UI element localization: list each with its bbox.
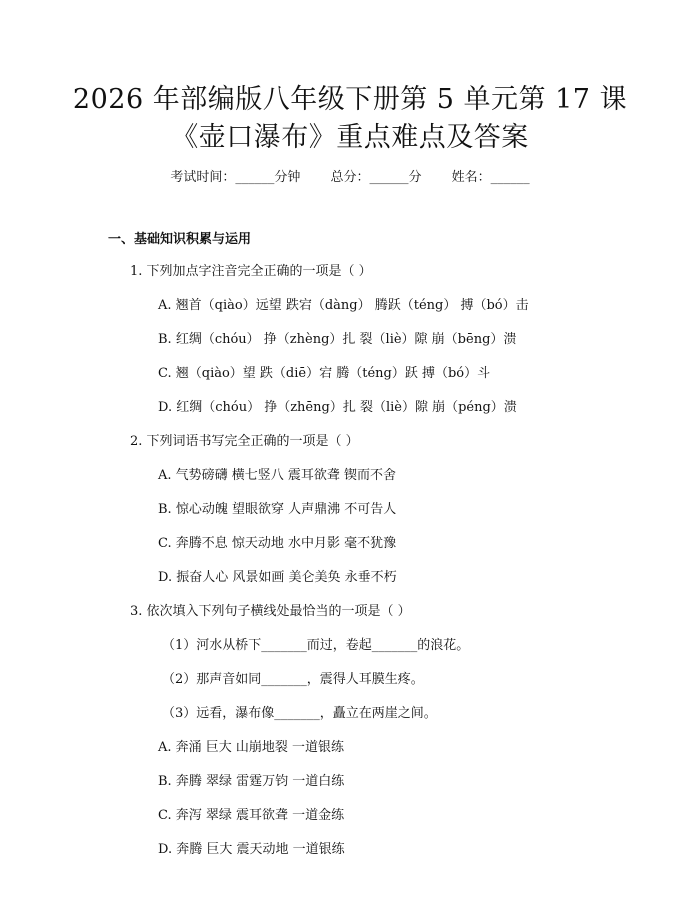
question-3-option-c: C. 奔泻 翠绿 震耳欲聋 一道金练 bbox=[158, 808, 345, 823]
exam-score-field: 总分：______分 bbox=[330, 170, 422, 185]
title-line-2: 《壶口瀑布》重点难点及答案 bbox=[171, 122, 529, 153]
question-3-sentence-2: （2）那声音如同_______，震得人耳膜生疼。 bbox=[162, 672, 424, 687]
question-2-stem: 2. 下列词语书写完全正确的一项是（ ） bbox=[130, 434, 359, 449]
question-3-option-a: A. 奔涌 巨大 山崩地裂 一道银练 bbox=[158, 740, 345, 755]
question-2-option-a: A. 气势磅礴 横七竖八 震耳欲聋 锲而不舍 bbox=[158, 468, 397, 483]
question-3-sentence-1: （1）河水从桥下_______而过，卷起_______的浪花。 bbox=[162, 638, 470, 653]
exam-name-field: 姓名：______ bbox=[451, 170, 530, 185]
question-3-sentence-3: （3）远看，瀑布像_______，矗立在两崖之间。 bbox=[162, 706, 437, 721]
exam-meta bbox=[0, 168, 700, 188]
question-3-stem: 3. 依次填入下列句子横线处最恰当的一项是（ ） bbox=[130, 604, 411, 619]
question-2-option-c: C. 奔腾不息 惊天动地 水中月影 毫不犹豫 bbox=[158, 536, 397, 551]
question-2-option-d: D. 振奋人心 风景如画 美仑美奂 永垂不朽 bbox=[158, 570, 397, 585]
title-line-1: 2026 年部编版八年级下册第 5 单元第 17 课 bbox=[72, 84, 628, 115]
question-1-option-c: C. 翘（qiào）望 跌（diē）宕 腾（téng）跃 搏（bó）斗 bbox=[158, 366, 491, 381]
section-heading: 一、基础知识积累与运用 bbox=[108, 232, 252, 247]
exam-time-field: 考试时间：______分钟 bbox=[170, 170, 301, 185]
question-1-option-a: A. 翘首（qiào）远望 跌宕（dàng） 腾跃（téng） 搏（bó）击 bbox=[158, 298, 529, 313]
question-1-stem: 1. 下列加点字注音完全正确的一项是（ ） bbox=[130, 264, 372, 279]
question-2-option-b: B. 惊心动魄 望眼欲穿 人声鼎沸 不可告人 bbox=[158, 502, 397, 517]
question-3-option-b: B. 奔腾 翠绿 雷霆万钧 一道白练 bbox=[158, 774, 345, 789]
question-1-option-d: D. 红绸（chóu） 挣（zhēng）扎 裂（liè）隙 崩（péng）溃 bbox=[158, 400, 517, 415]
question-3-option-d: D. 奔腾 巨大 震天动地 一道银练 bbox=[158, 842, 345, 857]
question-1-option-b: B. 红绸（chóu） 挣（zhèng）扎 裂（liè）隙 崩（bēng）溃 bbox=[158, 332, 517, 347]
